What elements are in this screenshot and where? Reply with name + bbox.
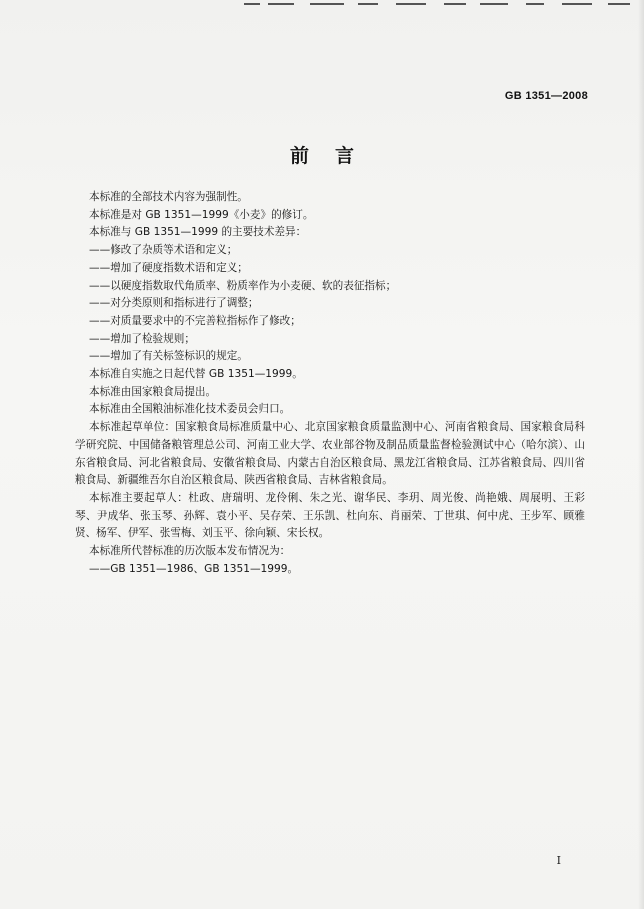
- difference-item: ——增加了硬度指数术语和定义；: [89, 261, 248, 274]
- difference-item: ——增加了有关标签标识的规定。: [89, 350, 248, 363]
- paragraph-history-intro: 本标准所代替标准的历次版本发布情况为：: [89, 545, 291, 558]
- paragraph-replaces: 本标准自实施之日起代替 GB 1351—1999。: [89, 368, 303, 381]
- paragraph-mandatory: 本标准的全部技术内容为强制性。: [89, 191, 248, 203]
- difference-item: ——增加了检验规则；: [89, 332, 195, 345]
- standard-number: GB 1351—2008: [504, 90, 588, 102]
- paragraph-drafters: 本标准主要起草人：杜政、唐瑞明、龙伶俐、朱之光、谢华民、李玥、周光俊、尚艳娥、周展明、王彩琴、尹成华、张玉琴、孙辉、袁小平、吴存荣、王乐凯、杜向东、肖丽荣、丁世琪、何中虎、王步军、顾雅贤、杨军、伊军、张雪梅、刘玉平、徐向颖、宋长权。: [75, 491, 585, 540]
- history-item: ——GB 1351—1986、GB 1351—1999。: [89, 562, 299, 575]
- paragraph-proposed-by: 本标准由国家粮食局提出。: [89, 385, 217, 398]
- scan-artifact-marks: [230, 0, 644, 10]
- paragraph-differences-intro: 本标准与 GB 1351—1999 的主要技术差异：: [89, 226, 307, 239]
- page-title: 前言: [289, 145, 380, 167]
- difference-item: ——修改了杂质等术语和定义；: [89, 244, 238, 257]
- paragraph-revision: 本标准是对 GB 1351—1999《小麦》的修订。: [89, 208, 314, 221]
- difference-item: ——对质量要求中的不完善粒指标作了修改；: [89, 314, 301, 327]
- scan-edge-shadow: [638, 0, 644, 909]
- foreword-body: [75, 189, 585, 578]
- difference-item: ——以硬度指数取代角质率、粉质率作为小麦硬、软的表征指标；: [89, 279, 397, 292]
- paragraph-managed-by: 本标准由全国粮油标准化技术委员会归口。: [89, 403, 291, 416]
- page-number: I: [556, 854, 561, 867]
- difference-item: ——对分类原则和指标进行了调整；: [89, 297, 259, 310]
- paragraph-drafting-units: 本标准起草单位：国家粮食局标准质量中心、北京国家粮食质量监测中心、河南省粮食局、国家粮食局科学研究院、中国储备粮管理总公司、河南工业大学、农业部谷物及制品质量监督检验测试中心（哈尔滨）、山东省粮食局、河北省粮食局、安徽省粮食局、内蒙古自治区粮食局、黑龙江省粮食局、江苏省粮食局、四川省粮食局、新疆维吾尔自治区粮食局、陕西省粮食局、吉林省粮食局。: [75, 421, 585, 487]
